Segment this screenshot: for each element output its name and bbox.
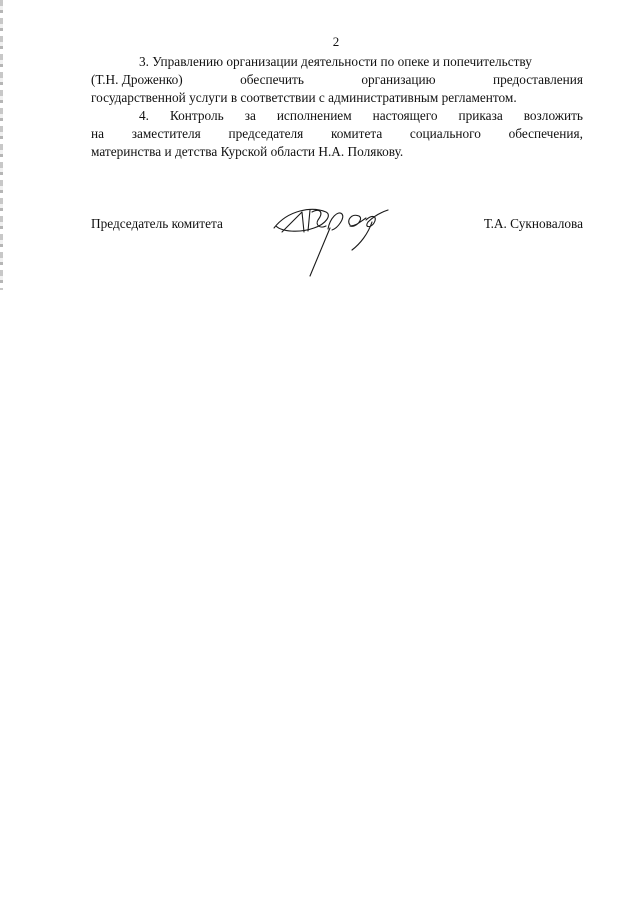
word: предоставления — [492, 72, 583, 87]
word: за — [244, 108, 256, 123]
word: председателя — [228, 126, 304, 141]
paragraph-4-line-3: материнства и детства Курской области Н.А. Полякову. — [91, 144, 404, 159]
document-body — [91, 53, 583, 161]
word: обеспечения, — [508, 126, 583, 141]
word: 4. — [139, 108, 149, 123]
paragraph-3-line-3: государственной услуги в соответствии с административным регламентом. — [91, 90, 517, 105]
word: (Т.Н. Дроженко) — [91, 72, 183, 87]
word: организацию — [361, 72, 436, 87]
paragraph-4-line-1 — [91, 107, 583, 125]
signer-role: Председатель комитета — [91, 216, 223, 231]
word: социального — [409, 126, 481, 141]
word: обеспечить — [240, 72, 304, 87]
word: приказа — [458, 108, 503, 123]
signature-block — [91, 216, 583, 276]
paragraph-3 — [91, 53, 583, 107]
word: комитета — [330, 126, 383, 141]
paragraph-4 — [91, 107, 583, 161]
word: на — [91, 126, 105, 141]
word: настоящего — [372, 108, 438, 123]
paragraph-3-line-1: 3. Управлению организации деятельности по опеке и попечительству — [139, 54, 532, 69]
word: заместителя — [131, 126, 201, 141]
word: возложить — [523, 108, 583, 123]
word: Контроль — [169, 108, 224, 123]
handwritten-signature — [268, 198, 398, 278]
paragraph-3-line-2 — [91, 71, 583, 89]
word: исполнением — [276, 108, 352, 123]
page-number: 2 — [332, 34, 340, 49]
paragraph-4-line-2 — [91, 125, 583, 143]
signer-name: Т.А. Сукновалова — [483, 216, 583, 231]
